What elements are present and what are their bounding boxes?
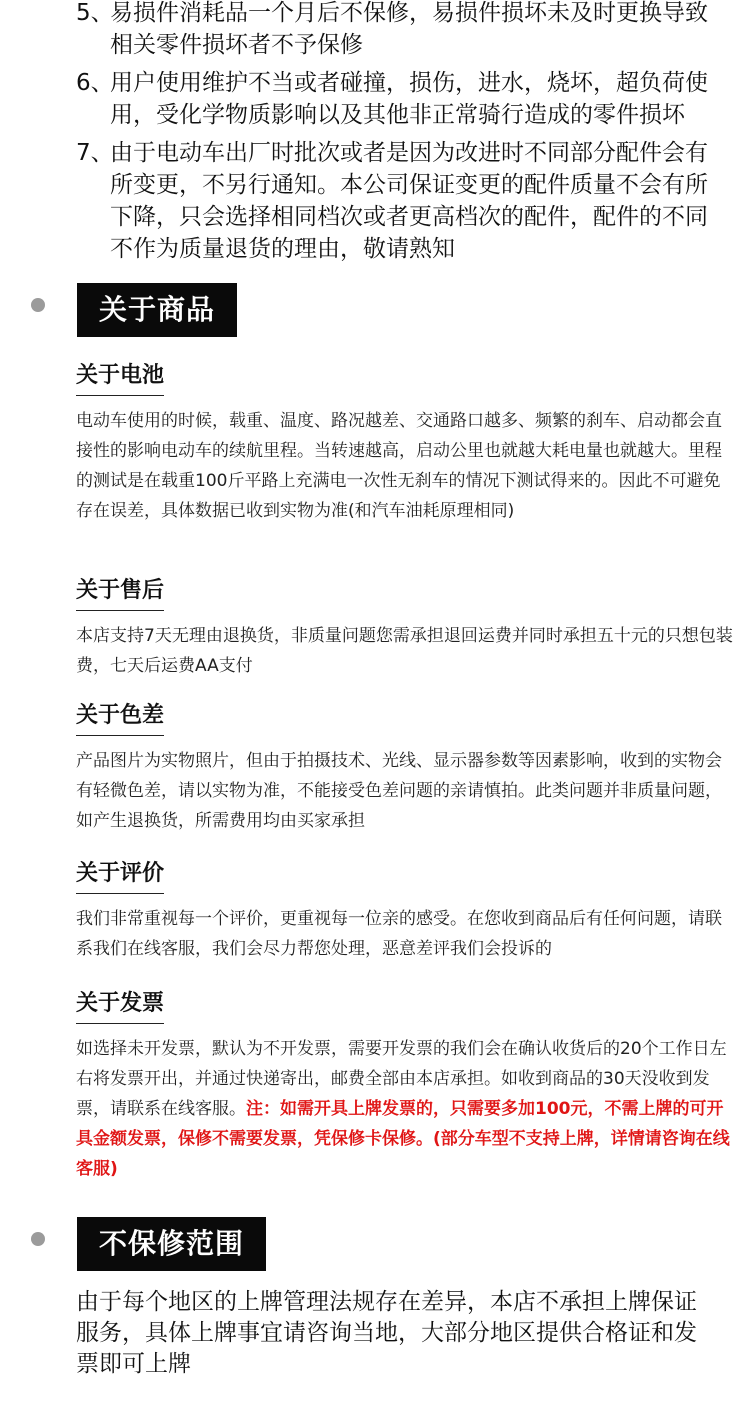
subsection-body: 本店支持7天无理由退换货，非质量问题您需承担退回运费并同时承担五十元的只想包装费，七天后运费AA支付 (76, 626, 733, 676)
section-title: 关于商品 (77, 283, 237, 337)
term-text: 易损件消耗品一个月后不保修，易损件损坏未及时更换导致相关零件损坏者不予保修 (110, 0, 708, 58)
subsection-title: 关于色差 (76, 701, 164, 736)
subsection-body: 产品图片为实物照片，但由于拍摄技术、光线、显示器参数等因素影响，收到的实物会有轻微色差，请以实物为准，不能接受色差问题的亲请慎拍。此类问题并非质量问题，如产生退换货，所需费用均由买家承担 (76, 751, 722, 831)
term-text: 用户使用维护不当或者碰撞，损伤，进水，烧坏，超负荷使用，受化学物质影响以及其他非正常骑行造成的零件损坏 (110, 70, 708, 128)
review-section (76, 859, 736, 964)
battery-section (76, 361, 736, 526)
invoice-text: 如选择未开发票，默认为不开发票，需要开发票的我们会在确认收货后的20个工作日左右将发票开出，并通过快递寄出，邮费全部由本店承担。如收到商品的30天没收到发票，请联系在线客服。 (76, 1039, 727, 1119)
term-number: 5、 (76, 0, 114, 26)
term-number: 6、 (76, 70, 114, 96)
subsection-title: 关于评价 (76, 859, 164, 894)
bullet-dot-icon (31, 298, 45, 312)
invoice-note: 注：如需开具上牌发票的，只需要多加100元，不需上牌的可开具金额发票，保修不需要发票，凭保修卡保修。(部分车型不支持上牌，详情请咨询在线客服) (76, 1099, 730, 1179)
term-number: 7、 (76, 140, 114, 166)
about-product-header (0, 283, 750, 339)
term-item (76, 67, 726, 131)
term-item (76, 0, 726, 61)
bullet-dot-icon (31, 1232, 45, 1246)
term-item (76, 137, 726, 265)
color-difference-section (76, 701, 736, 836)
warranty-terms-list (76, 0, 726, 271)
no-warranty-body: 由于每个地区的上牌管理法规存在差异，本店不承担上牌保证服务，具体上牌事宜请咨询当地，大部分地区提供合格证和发票即可上牌 (76, 1289, 697, 1377)
section-title: 不保修范围 (77, 1217, 266, 1271)
term-text: 由于电动车出厂时批次或者是因为改进时不同部分配件会有所变更，不另行通知。本公司保证变更的配件质量不会有所下降，只会选择相同档次或者更高档次的配件，配件的不同不作为质量退货的理由，敬请熟知 (110, 140, 708, 262)
subsection-title: 关于发票 (76, 989, 164, 1024)
subsection-body: 我们非常重视每一个评价，更重视每一位亲的感受。在您收到商品后有任何问题，请联系我们在线客服，我们会尽力帮您处理，恶意差评我们会投诉的 (76, 909, 722, 959)
invoice-section (76, 989, 736, 1184)
no-warranty-header (0, 1217, 750, 1273)
subsection-body (76, 1034, 736, 1184)
subsection-title: 关于售后 (76, 576, 164, 611)
subsection-body: 电动车使用的时候，载重、温度、路况越差、交通路口越多、频繁的刹车、启动都会直接性的影响电动车的续航里程。当转速越高，启动公里也就越大耗电量也就越大。里程的测试是在载重100斤平路上充满电一次性无刹车的情况下测试得来的。因此不可避免存在误差，具体数据已收到实物为准(和汽车油耗原理相同) (76, 411, 722, 521)
subsection-title: 关于电池 (76, 361, 164, 396)
after-sales-section (76, 576, 736, 681)
